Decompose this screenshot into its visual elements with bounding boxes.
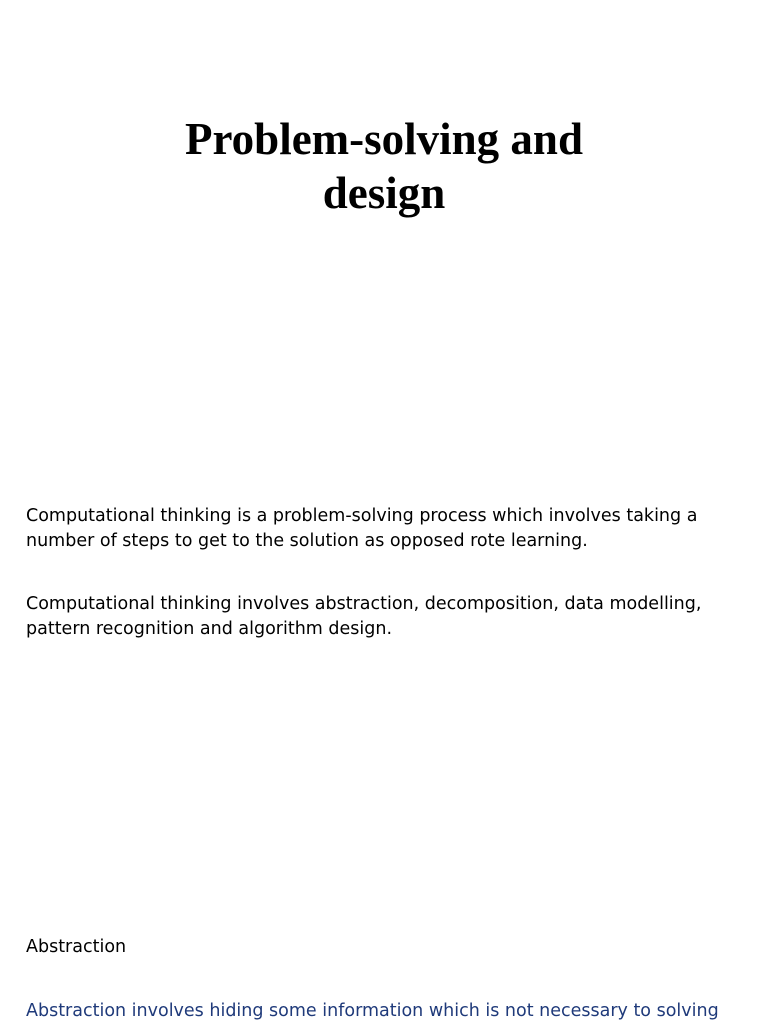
section-heading-abstraction: Abstraction — [26, 937, 127, 957]
page-title-line-1: Problem-solving and — [185, 114, 583, 164]
paragraph-computational-thinking: Computational thinking is a problem-solving process which involves taking a number of steps to get to the solution as opposed rote learning. — [26, 506, 698, 551]
paragraph-abstraction: Abstraction involves hiding some information which is not necessary to solving — [26, 1001, 719, 1021]
page-title-line-2: design — [322, 168, 446, 218]
page-title — [0, 112, 768, 220]
paragraph-computational-thinking-components: Computational thinking involves abstraction, decomposition, data modelling, pattern recognition and algorithm design. — [26, 594, 702, 639]
